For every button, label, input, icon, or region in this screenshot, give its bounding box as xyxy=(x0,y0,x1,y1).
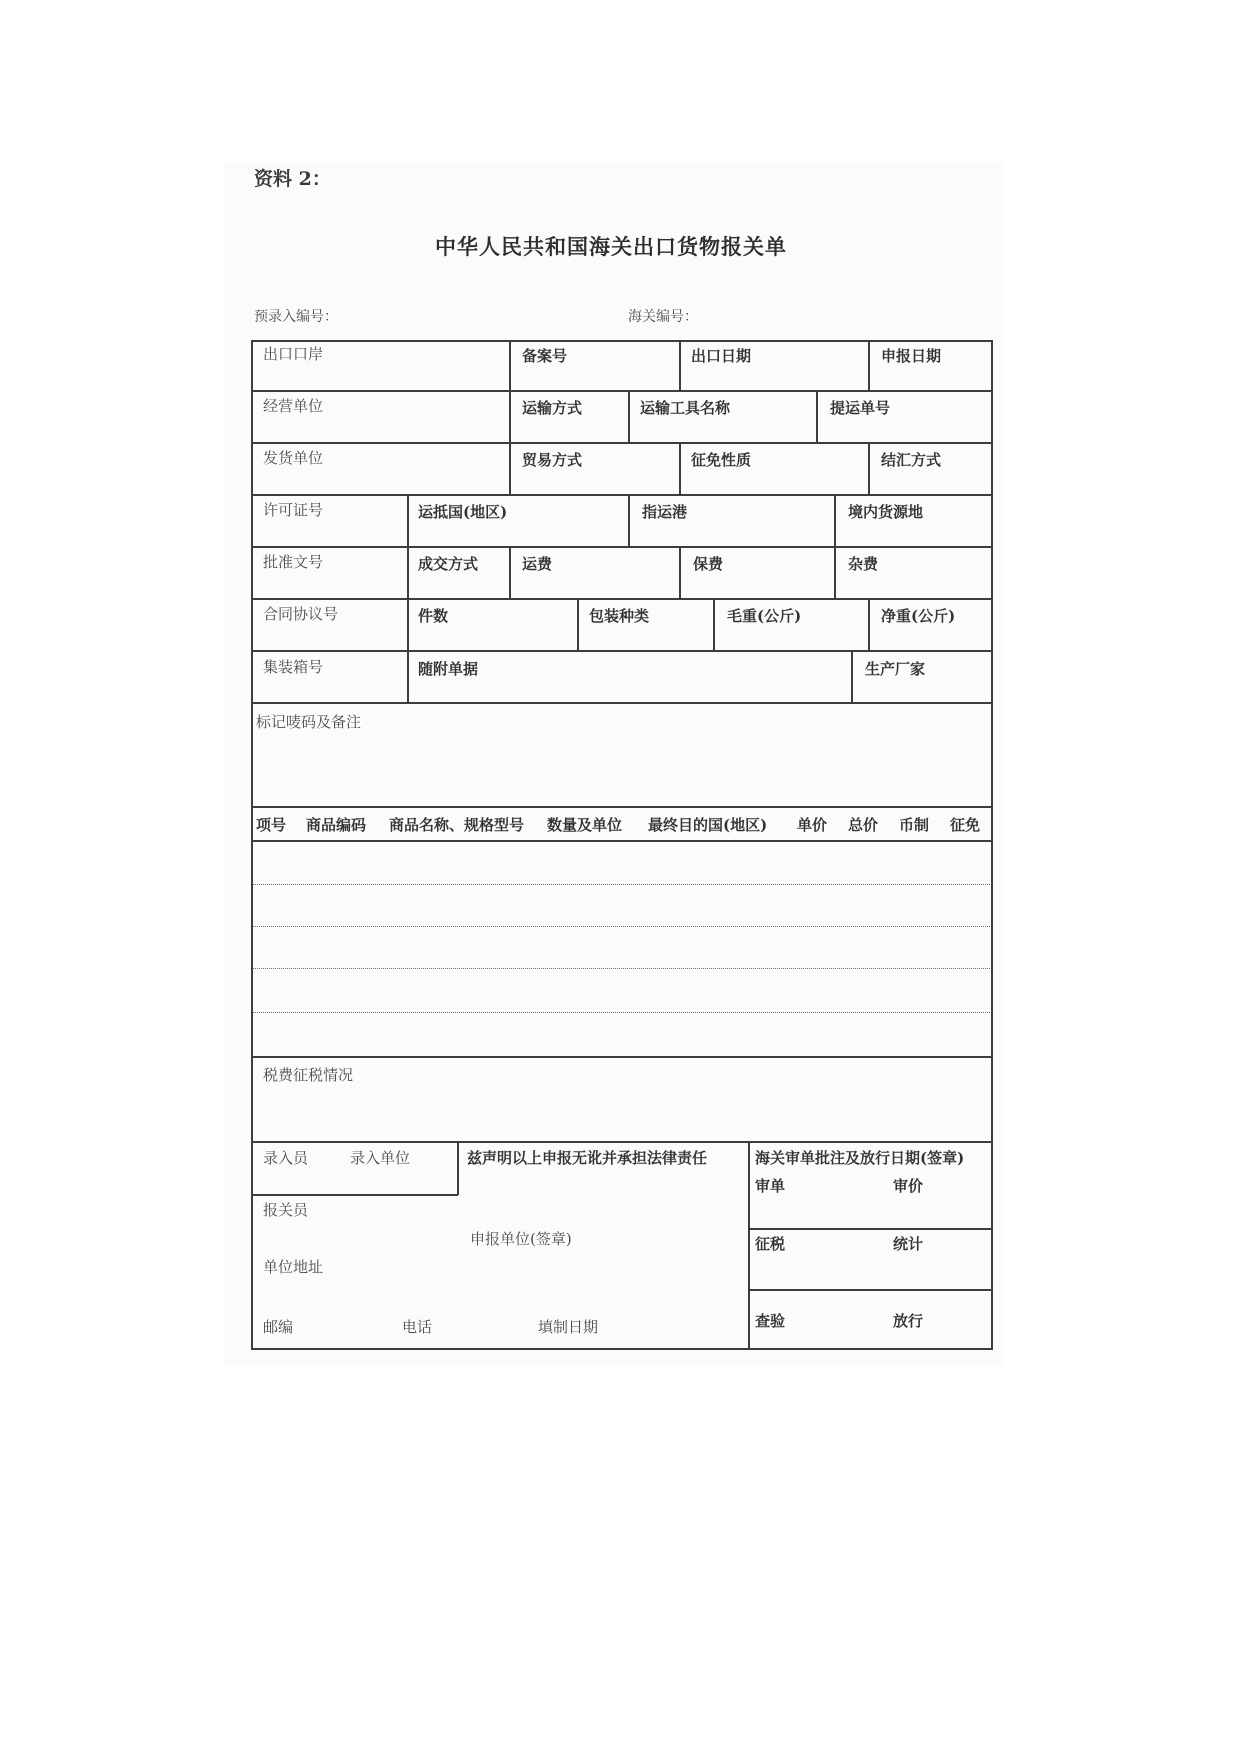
customs-number-label: 海关编号： xyxy=(628,309,698,325)
price-review-label: 审价 xyxy=(893,1177,924,1195)
pre-entry-number-label: 预录入编号： xyxy=(254,309,338,325)
consignor-label: 发货单位 xyxy=(263,449,324,467)
approval-number-label: 批准文号 xyxy=(263,553,324,571)
manufacturer-label: 生产厂家 xyxy=(865,660,926,678)
export-date-label: 出口日期 xyxy=(691,347,752,365)
statistics-label: 统计 xyxy=(893,1235,924,1253)
tax-levy-status-label: 税费征税情况 xyxy=(263,1066,354,1084)
settlement-method-label: 结汇方式 xyxy=(881,451,942,469)
goods-header-unit-price: 单价 xyxy=(797,816,828,834)
goods-header-currency: 币制 xyxy=(899,816,930,834)
goods-header-commodity-code: 商品编码 xyxy=(306,816,367,834)
bill-of-lading-label: 提运单号 xyxy=(830,399,891,417)
destination-port-label: 指运港 xyxy=(642,503,688,521)
customs-approval-label: 海关审单批注及放行日期(签章) xyxy=(755,1149,965,1167)
fill-date-label: 填制日期 xyxy=(538,1318,599,1336)
goods-header-levy-exemption: 征免 xyxy=(950,816,981,834)
levy-nature-label: 征免性质 xyxy=(691,451,752,469)
release-label: 放行 xyxy=(893,1312,924,1330)
freight-label: 运费 xyxy=(522,555,553,573)
misc-fees-label: 杂费 xyxy=(848,555,879,573)
entry-clerk-label: 录入员 xyxy=(263,1149,309,1167)
customs-broker-label: 报关员 xyxy=(263,1201,309,1219)
pieces-label: 件数 xyxy=(418,607,449,625)
inspection-label: 查验 xyxy=(755,1312,786,1330)
declaration-statement: 兹声明以上申报无讹并承担法律责任 xyxy=(467,1149,708,1167)
transport-vehicle-name-label: 运输工具名称 xyxy=(640,399,731,417)
deal-mode-label: 成交方式 xyxy=(418,555,479,573)
postcode-label: 邮编 xyxy=(263,1318,294,1336)
contract-number-label: 合同协议号 xyxy=(263,605,339,623)
goods-header-destination-country: 最终目的国(地区) xyxy=(648,816,768,834)
operating-unit-label: 经营单位 xyxy=(263,397,324,415)
material-label: 资料 2： xyxy=(254,168,331,190)
goods-header-total-price: 总价 xyxy=(848,816,879,834)
marks-and-remarks-label: 标记唛码及备注 xyxy=(256,713,362,731)
document-review-label: 审单 xyxy=(755,1177,786,1195)
unit-address-label: 单位地址 xyxy=(263,1258,324,1276)
declaration-date-label: 申报日期 xyxy=(881,347,942,365)
domestic-source-label: 境内货源地 xyxy=(848,503,924,521)
entry-unit-label: 录入单位 xyxy=(350,1149,411,1167)
export-port-label: 出口口岸 xyxy=(263,345,324,363)
attached-documents-label: 随附单据 xyxy=(418,660,479,678)
goods-header-quantity-unit: 数量及单位 xyxy=(547,816,623,834)
destination-country-label: 运抵国(地区) xyxy=(418,503,508,521)
insurance-label: 保费 xyxy=(693,555,724,573)
form-title: 中华人民共和国海关出口货物报关单 xyxy=(435,234,787,259)
goods-header-item-no: 项号 xyxy=(256,816,287,834)
scanned-page xyxy=(224,163,1004,1366)
tax-levy-label: 征税 xyxy=(755,1235,786,1253)
gross-weight-label: 毛重(公斤) xyxy=(727,607,802,625)
record-number-label: 备案号 xyxy=(522,347,568,365)
transport-mode-label: 运输方式 xyxy=(522,399,583,417)
container-number-label: 集装箱号 xyxy=(263,658,324,676)
license-number-label: 许可证号 xyxy=(263,501,324,519)
net-weight-label: 净重(公斤) xyxy=(881,607,956,625)
trade-mode-label: 贸易方式 xyxy=(522,451,583,469)
goods-header-name-spec: 商品名称、规格型号 xyxy=(389,816,525,834)
package-type-label: 包装种类 xyxy=(589,607,650,625)
declaring-unit-signature-label: 申报单位(签章) xyxy=(470,1230,572,1248)
phone-label: 电话 xyxy=(402,1318,433,1336)
